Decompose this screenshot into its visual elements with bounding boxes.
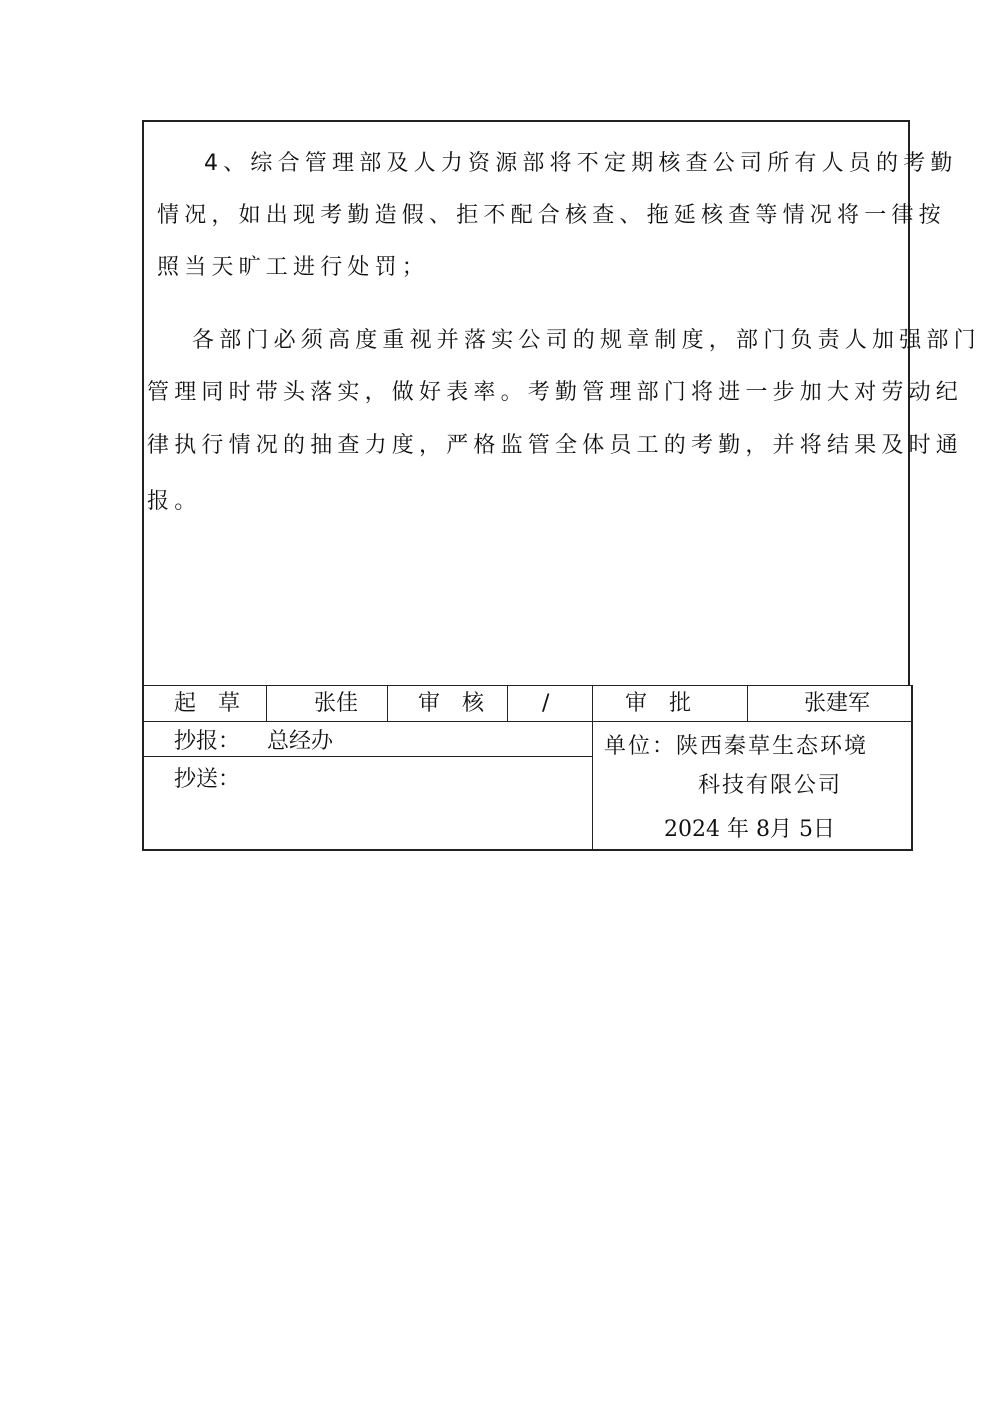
- drafter-name: 张佳: [314, 691, 359, 716]
- paragraph2-line2: 管理同时带头落实，做好表率。考勤管理部门将进一步加大对劳动纪: [147, 380, 964, 405]
- reviewer-label: 审 核: [418, 691, 485, 716]
- approver-label: 审 批: [625, 691, 692, 716]
- divider: [266, 686, 267, 722]
- divider: [144, 756, 592, 757]
- paragraph1-line1: 4、综合管理部及人力资源部将不定期核查公司所有人员的考勤: [204, 151, 958, 176]
- approval-row: [144, 686, 911, 722]
- divider: [387, 686, 388, 722]
- approver-name: 张建军: [804, 691, 871, 716]
- issuing-unit-line1: 单位：陕西秦草生态环境: [604, 734, 869, 759]
- divider: [592, 686, 593, 722]
- paragraph2-line4: 报。: [147, 489, 202, 514]
- notice-body-box: [142, 120, 981, 685]
- paragraph2-line1: 各部门必须高度重视并落实公司的规章制度，部门负责人加强部门: [192, 328, 981, 353]
- paragraph2-line3: 律执行情况的抽查力度，严格监管全体员工的考勤，并将结果及时通: [147, 433, 964, 458]
- copy-to-label: 抄送：: [174, 767, 241, 792]
- divider: [592, 722, 593, 850]
- paragraph1-line2: 情况，如出现考勤造假、拒不配合核查、拖延核查等情况将一律按: [157, 203, 946, 228]
- paragraph1-line3: 照当天旷工进行处罚；: [157, 255, 430, 280]
- signature-table: [142, 685, 913, 851]
- report-to-label: 抄报：: [174, 729, 241, 754]
- report-to-value: 总经办: [267, 729, 334, 754]
- divider: [507, 686, 508, 722]
- divider: [747, 686, 748, 722]
- issuing-unit-line2: 科技有限公司: [698, 773, 843, 798]
- issue-date: 2024 年 8月 5日: [664, 817, 835, 842]
- reviewer-name: /: [542, 691, 550, 716]
- drafter-label: 起 草: [174, 691, 241, 716]
